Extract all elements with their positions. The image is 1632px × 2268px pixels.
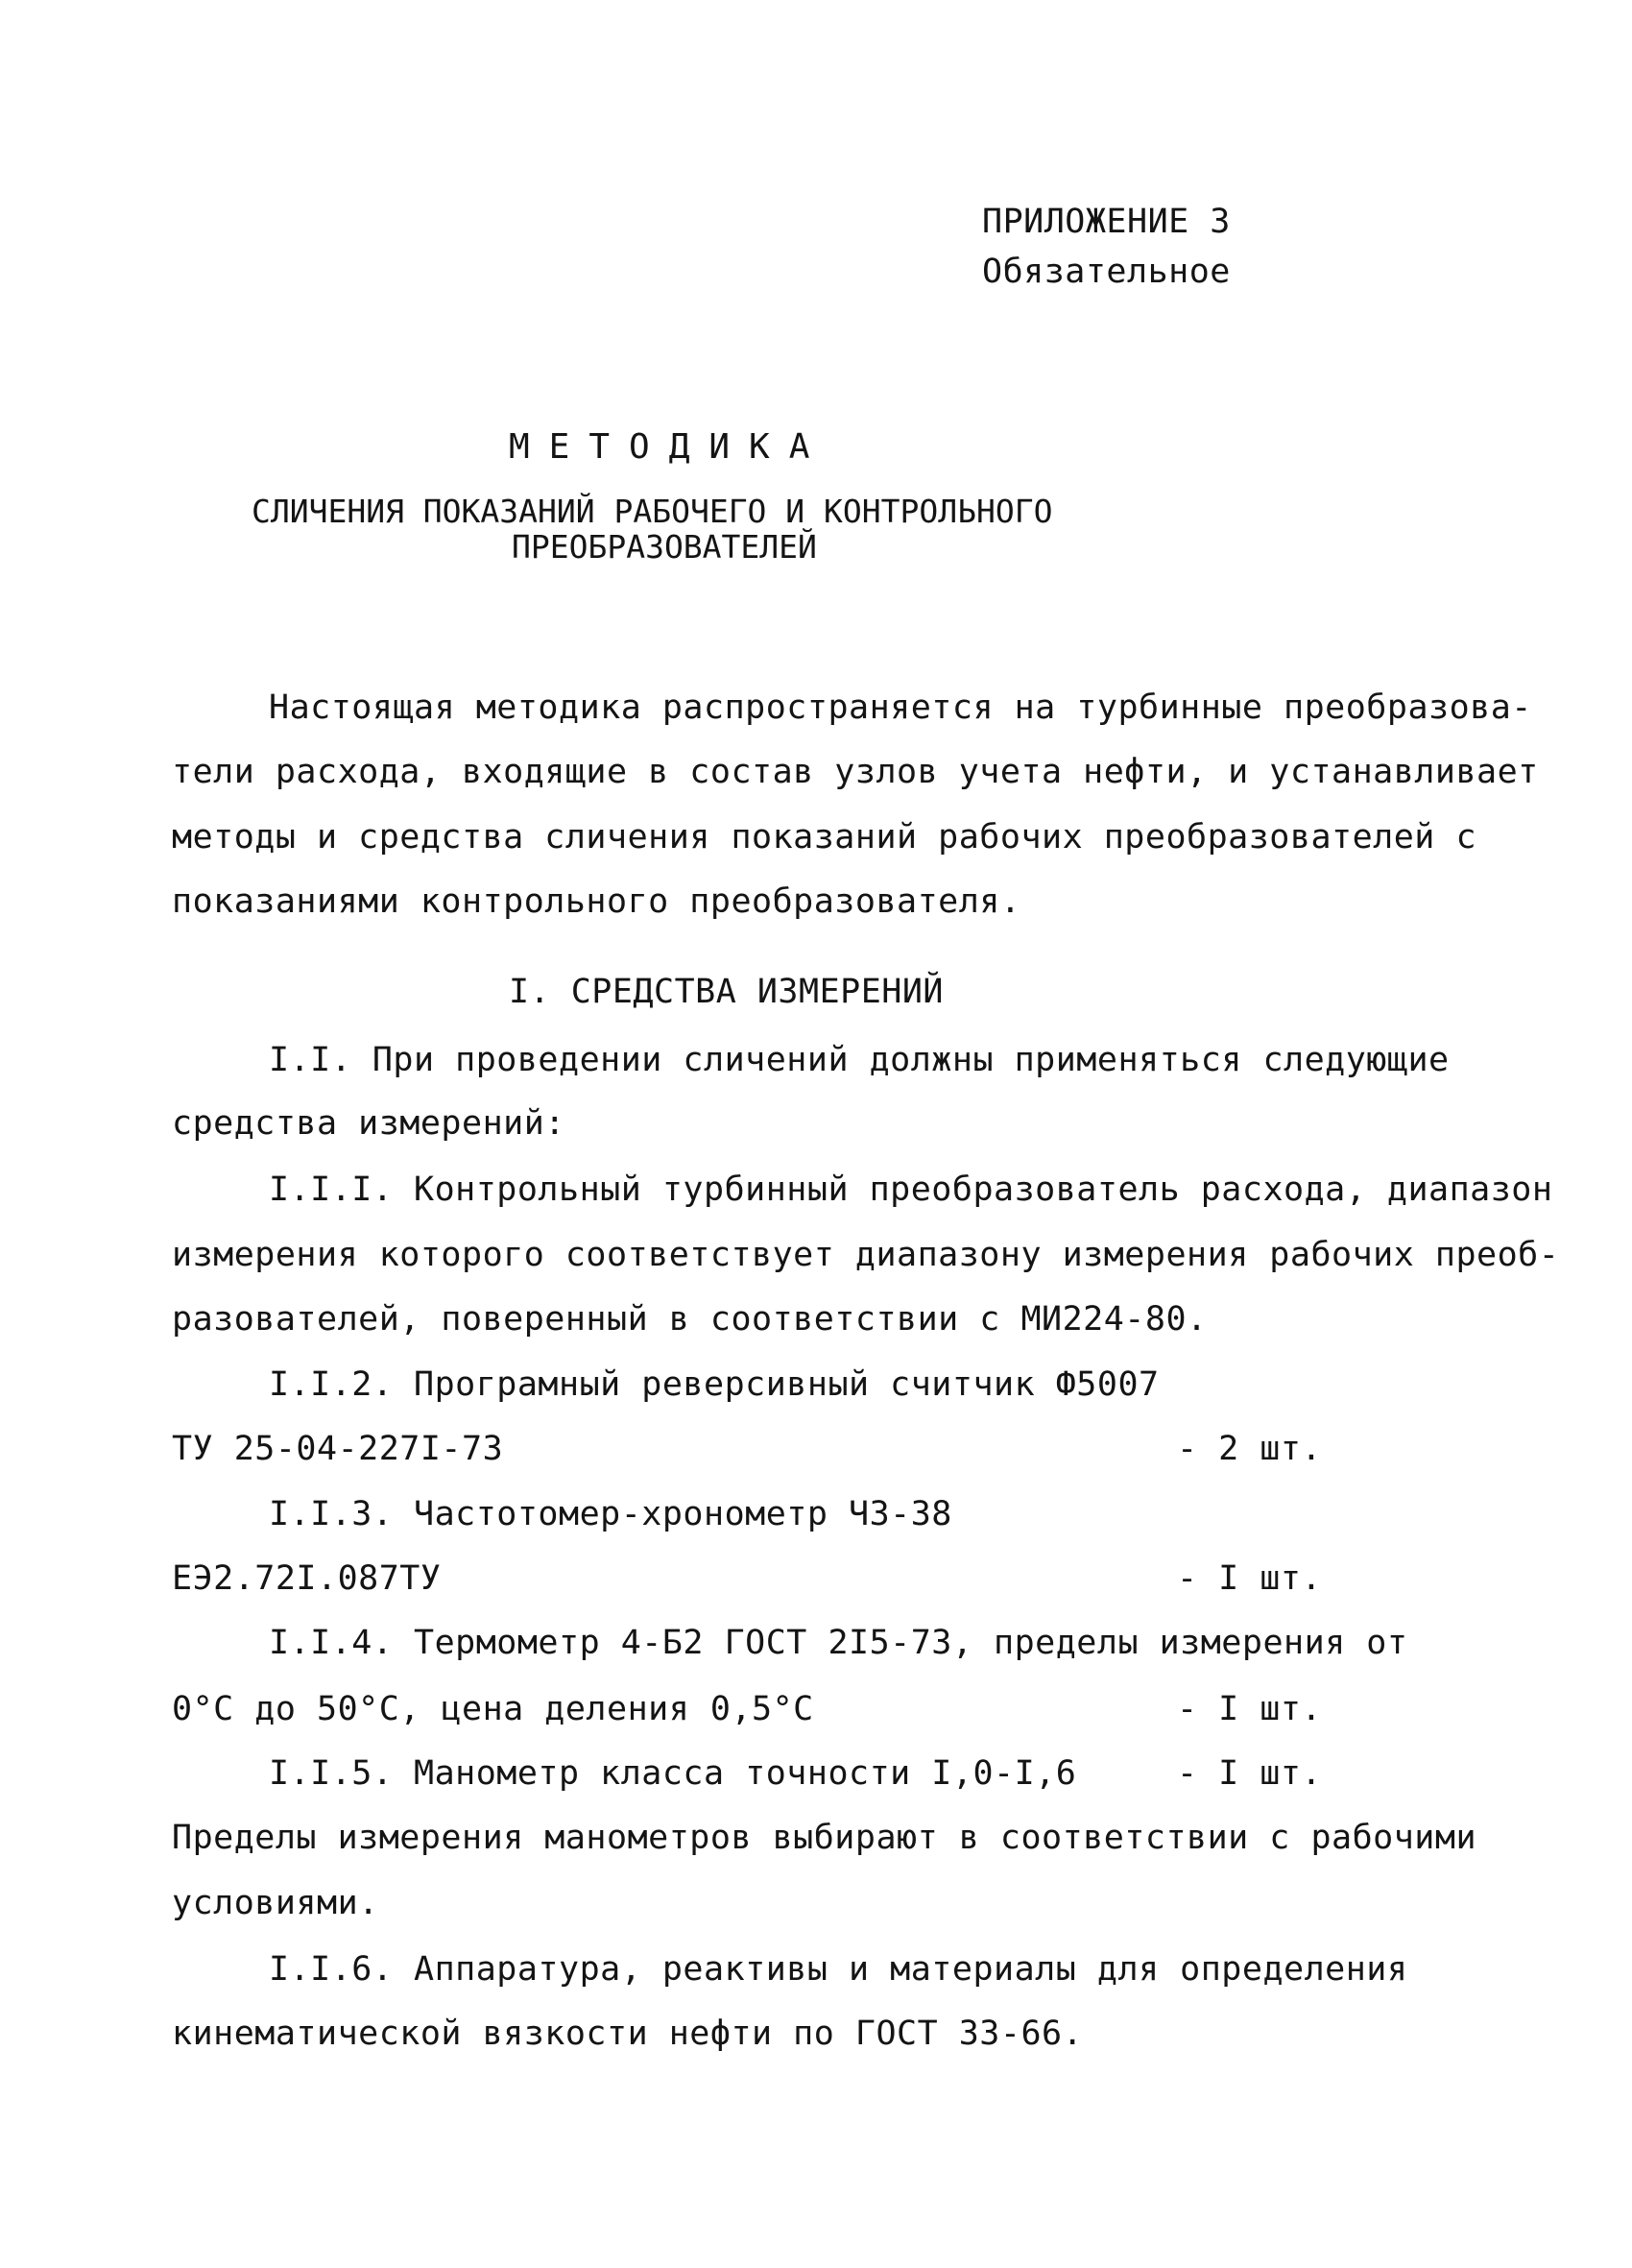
item-1-1-5-line: Пределы измерения манометров выбирают в соответствии с рабочими: [172, 1819, 1477, 1857]
appendix-kind: Обязательное: [982, 253, 1231, 291]
appendix-number: ПРИЛОЖЕНИЕ 3: [982, 203, 1231, 241]
item-1-1-2-line: ТУ 25-04-227I-73: [172, 1430, 504, 1468]
document-title: МЕТОДИКА: [509, 427, 829, 467]
item-1-1-5-line: I.I.5. Манометр класса точности I,0-I,6: [269, 1754, 1077, 1793]
item-1-1-2-quantity: - 2 шт.: [1177, 1430, 1323, 1468]
item-1-1-4-line: 0°C до 50°C, цена деления 0,5°C: [172, 1690, 814, 1728]
item-1-1-4-line: I.I.4. Термометр 4-Б2 ГОСТ 2I5-73, пределы измерения от: [269, 1624, 1408, 1662]
item-1-1-6-line: кинематической вязкости нефти по ГОСТ 33-66.: [172, 2015, 1084, 2053]
document-subtitle-line-1: СЛИЧЕНИЯ ПОКАЗАНИЙ РАБОЧЕГО И КОНТРОЛЬНОГО: [252, 493, 1053, 530]
item-1-1-5-line: условиями.: [172, 1884, 379, 1922]
item-1-1-3-line: ЕЭ2.72I.087ТУ: [172, 1559, 442, 1598]
intro-line: методы и средства сличения показаний рабочих преобразователей с: [172, 818, 1477, 857]
item-1-1-3-quantity: - I шт.: [1177, 1559, 1323, 1598]
item-1-1-1-line: I.I.I. Контрольный турбинный преобразователь расхода, диапазон: [269, 1170, 1553, 1209]
item-1-1-1-line: разователей, поверенный в соответствии с МИ224-80.: [172, 1300, 1208, 1339]
item-1-1-1-line: измерения которого соответствует диапазону измерения рабочих преоб-: [172, 1236, 1560, 1274]
intro-line: Настоящая методика распространяется на турбинные преобразова-: [269, 688, 1532, 727]
item-1-1-4-quantity: - I шт.: [1177, 1690, 1323, 1728]
item-1-1-2-line: I.I.2. Програмный реверсивный считчик Ф5007: [269, 1365, 1160, 1404]
section-heading: I. СРЕДСТВА ИЗМЕРЕНИЙ: [509, 973, 945, 1011]
item-1-1-3-line: I.I.3. Частотомер-хронометр ЧЗ-38: [269, 1495, 952, 1533]
intro-line: показаниями контрольного преобразователя.: [172, 882, 1021, 921]
intro-line: тели расхода, входящие в состав узлов учета нефти, и устанавливает: [172, 753, 1539, 791]
item-1-1-5-quantity: - I шт.: [1177, 1754, 1323, 1793]
paragraph-1-1-line: I.I. При проведении сличений должны применяться следующие: [269, 1041, 1450, 1079]
item-1-1-6-line: I.I.6. Аппаратура, реактивы и материалы для определения: [269, 1950, 1408, 1989]
paragraph-1-1-line: средства измерений:: [172, 1104, 565, 1143]
document-subtitle-line-2: ПРЕОБРАЗОВАТЕЛЕЙ: [512, 528, 817, 566]
